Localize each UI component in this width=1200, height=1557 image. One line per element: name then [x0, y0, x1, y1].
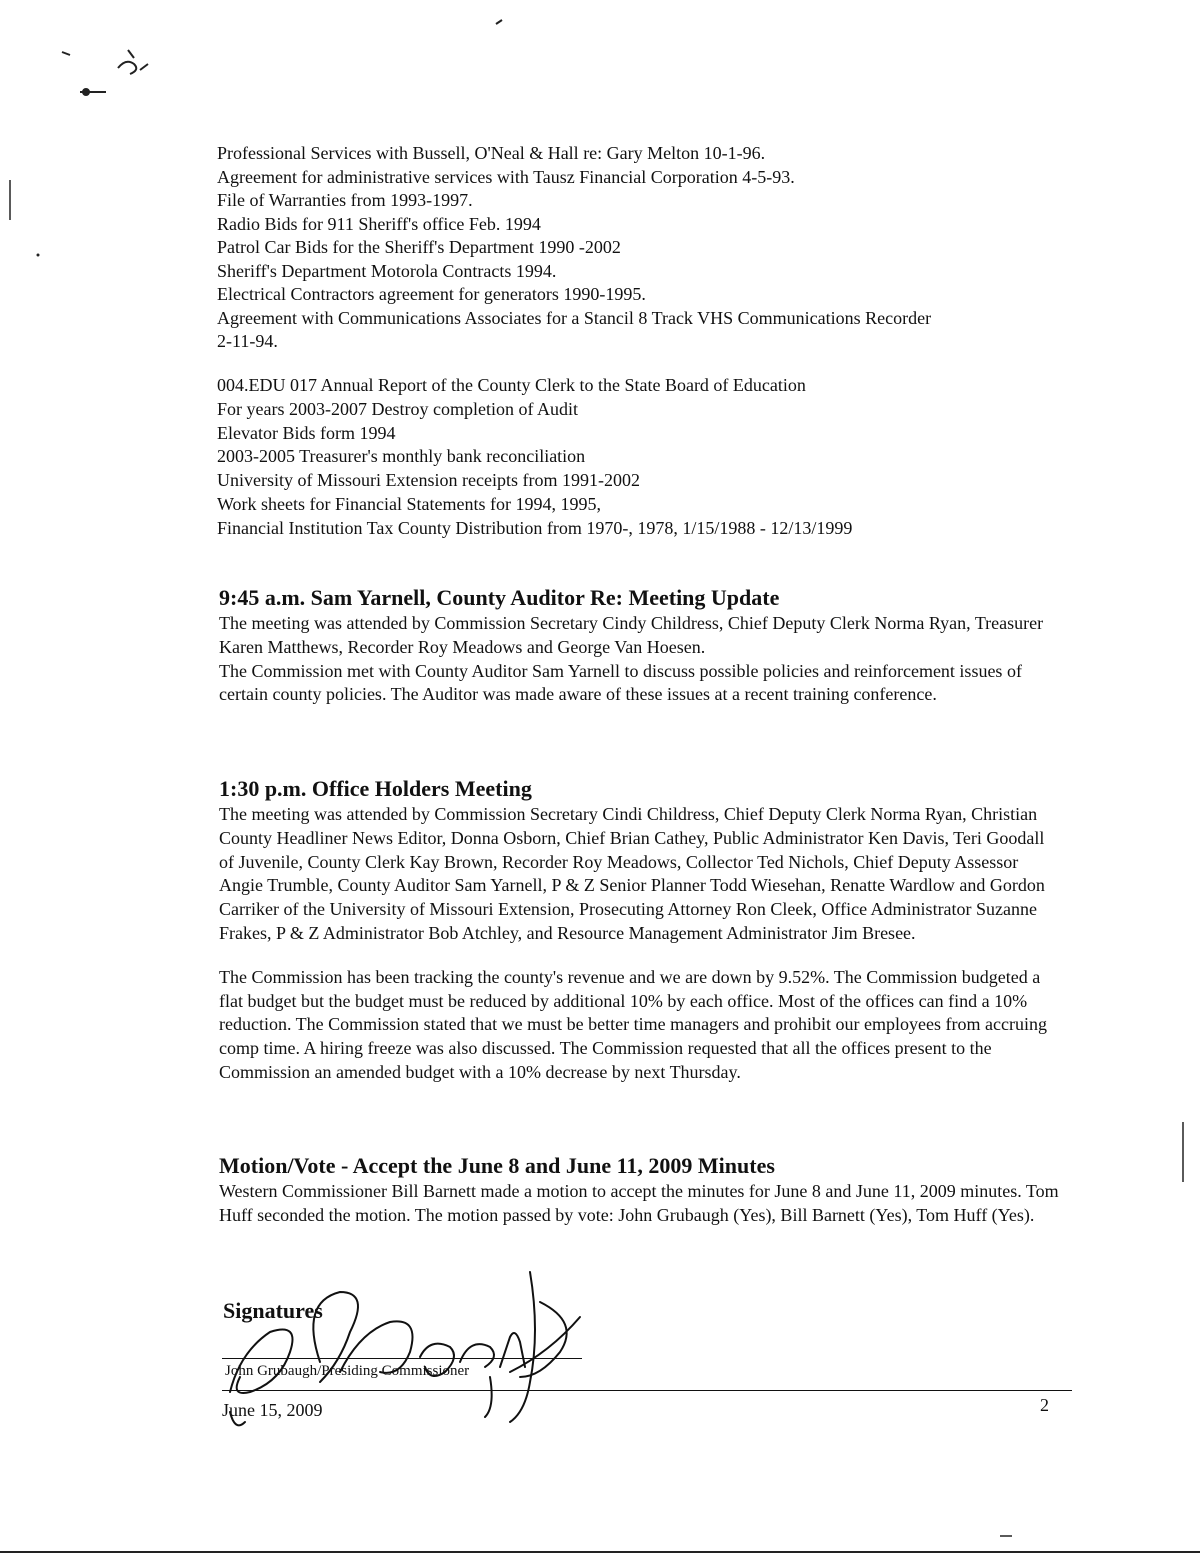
records-list-b — [217, 374, 1017, 541]
section-heading: 9:45 a.m. Sam Yarnell, County Auditor Re: Meeting Update — [219, 585, 780, 610]
handwritten-signature — [210, 1262, 610, 1432]
attendance-paragraph: The meeting was attended by Commission Secretary Cindy Childress, Chief Deputy Clerk Norma Ryan, Treasurer Karen Matthews, Recorder Roy Meadows and George Van Hoesen. — [219, 613, 1044, 657]
signature-date: June 15, 2009 — [222, 1400, 323, 1420]
records-line: Patrol Car Bids for the Sheriff's Department 1990 -2002 — [217, 237, 621, 257]
records-line: Electrical Contractors agreement for generators 1990-1995. — [217, 284, 646, 304]
office-holders-meeting-section — [219, 776, 1059, 1085]
signer-name: John Grubaugh/Presiding Commissioner — [225, 1363, 470, 1379]
records-line: University of Missouri Extension receipts from 1991-2002 — [217, 470, 640, 491]
records-line: Sheriff's Department Motorola Contracts 1994. — [217, 260, 557, 281]
records-line: For years 2003-2007 Destroy completion of Audit — [217, 398, 578, 419]
attendance-paragraph: The meeting was attended by Commission Secretary Cindi Childress, Chief Deputy Clerk Norma Ryan, Christian County Headliner News Editor, Donna Osborn, Chief Brian Cathey, Public Administrator Ken Davis, Teri Goodall of Juvenile, County Clerk Kay Brown, Recorder Roy Meadows, Collector Ted Nichols, Chief Deputy Assessor Angie Trumble, County Auditor Sam Yarnell, P & Z Senior Planner Todd Wiesehan, Renatte Wardlow and Gordon Carriker of the University of Missouri Extension, Prosecuting Attorney Ron Cleek, Office Administrator Suzanne Frakes, P & Z Administrator Bob Atchley, and Resource Management Administrator Jim Bresee. — [219, 804, 1045, 943]
records-line: Work sheets for Financial Statements for 1994, 1995, — [217, 493, 601, 514]
section-heading: 1:30 p.m. Office Holders Meeting — [219, 776, 532, 801]
discussion-paragraph: The Commission has been tracking the county's revenue and we are down by 9.52%. The Commission budgeted a flat budget but the budget must be reduced by additional 10% by each office. Most of the offices can find a 10% reduction. The Commission stated that we must be better time managers and prohibit our employees from accruing comp time. A hiring freeze was also discussed. The Commission requested that all the offices present to the Commission an amended budget with a 10% decrease by next Thursday. — [219, 966, 1047, 1082]
records-line: Elevator Bids form 1994 — [217, 422, 396, 443]
motion-paragraph: Western Commissioner Bill Barnett made a motion to accept the minutes for June 8 and June 11, 2009 minutes. Tom Huff seconded the motion. The motion passed by vote: John Grubaugh (Yes), Bill Barnett (Yes), Tom Huff (Yes). — [219, 1181, 1059, 1225]
records-line: Professional Services with Bussell, O'Neal & Hall re: Gary Melton 10-1-96. — [217, 143, 766, 163]
records-line: Financial Institution Tax County Distribution from 1970-, 1978, 1/15/1988 - 12/13/1999 — [217, 517, 853, 538]
records-line: 2003-2005 Treasurer's monthly bank reconciliation — [217, 446, 586, 467]
records-line: File of Warranties from 1993-1997. — [217, 190, 473, 210]
summary-paragraph: The Commission met with County Auditor Sam Yarnell to discuss possible policies and reinforcement issues of certain county policies. The Auditor was made aware of these issues at a recent training conference. — [219, 660, 1022, 705]
records-line: 2-11-94. — [217, 331, 278, 351]
records-line: Agreement for administrative services with Tausz Financial Corporation 4-5-93. — [217, 166, 795, 187]
motion-vote-section — [219, 1153, 1059, 1228]
auditor-meeting-section — [219, 585, 1059, 707]
records-line: 004.EDU 017 Annual Report of the County Clerk to the State Board of Education — [217, 375, 806, 395]
records-list-a — [217, 142, 1017, 354]
signatures-label: Signatures — [223, 1298, 323, 1323]
section-heading: Motion/Vote - Accept the June 8 and June 11, 2009 Minutes — [219, 1153, 775, 1178]
records-line: Radio Bids for 911 Sheriff's office Feb. 1994 — [217, 213, 541, 234]
page-number: 2 — [1040, 1395, 1049, 1415]
records-line: Agreement with Communications Associates for a Stancil 8 Track VHS Communications Recorder — [217, 307, 932, 328]
